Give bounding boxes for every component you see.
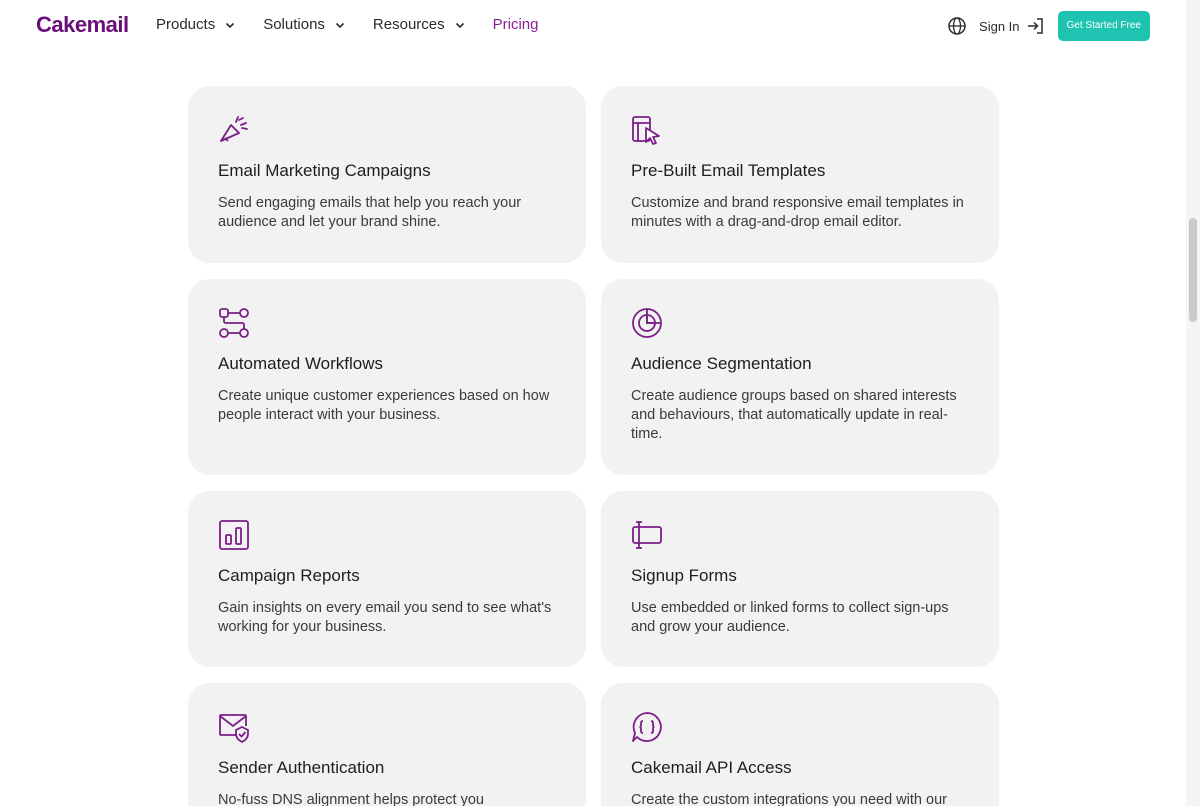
- header-actions: [947, 11, 1150, 41]
- feature-title: Cakemail API Access: [631, 758, 792, 777]
- api-chat-icon: [631, 711, 663, 743]
- feature-card[interactable]: [188, 86, 586, 263]
- form-icon: [631, 519, 663, 551]
- pie-chart-icon: [631, 307, 663, 339]
- feature-desc: Customize and brand responsive email templates in minutes with a drag-and-drop email editor.: [631, 195, 964, 230]
- nav-solutions-label: Solutions: [263, 16, 325, 33]
- feature-title: Audience Segmentation: [631, 354, 812, 373]
- nav-products-label: Products: [156, 16, 216, 33]
- feature-card[interactable]: [188, 279, 586, 475]
- workflow-icon: [218, 307, 250, 339]
- feature-title: Signup Forms: [631, 566, 737, 585]
- feature-desc: Create audience groups based on shared interests and behaviours, that automatically update in real-time.: [631, 388, 957, 442]
- feature-title: Email Marketing Campaigns: [218, 161, 431, 180]
- chevron-down-icon: [455, 20, 465, 30]
- feature-desc: No-fuss DNS alignment helps protect you: [218, 792, 484, 806]
- template-pointer-icon: [631, 114, 663, 146]
- nav-products[interactable]: [156, 16, 235, 33]
- scrollbar-thumb[interactable]: [1189, 218, 1197, 322]
- feature-title: Automated Workflows: [218, 354, 384, 373]
- feature-card[interactable]: [601, 86, 999, 263]
- nav-solutions[interactable]: [263, 16, 345, 33]
- chevron-down-icon: [335, 20, 345, 30]
- megaphone-icon: [218, 114, 250, 146]
- feature-desc: Send engaging emails that help you reach your audience and let your brand shine.: [218, 195, 522, 230]
- feature-card[interactable]: [601, 683, 999, 806]
- feature-card[interactable]: [188, 491, 586, 667]
- feature-desc: Create the custom integrations you need with our: [631, 792, 947, 806]
- nav-pricing-label: Pricing: [492, 16, 539, 33]
- feature-card[interactable]: [188, 683, 586, 806]
- globe-icon[interactable]: [947, 16, 967, 36]
- feature-desc: Gain insights on every email you send to see what's working for your business.: [218, 600, 552, 635]
- feature-desc: Create unique customer experiences based on how people interact with your business.: [218, 388, 550, 423]
- logo[interactable]: Cakemail: [36, 12, 129, 37]
- feature-card[interactable]: [601, 491, 999, 667]
- page-scrollbar[interactable]: [1186, 0, 1200, 806]
- feature-title: Sender Authentication: [218, 758, 385, 777]
- nav-resources[interactable]: [373, 16, 465, 33]
- feature-title: Pre-Built Email Templates: [631, 161, 826, 180]
- sign-in-link[interactable]: [979, 17, 1043, 35]
- site-header: [0, 0, 1186, 52]
- nav-resources-label: Resources: [372, 16, 445, 33]
- mail-check-icon: [218, 711, 250, 743]
- chevron-down-icon: [225, 20, 235, 30]
- sign-in-icon: [1026, 17, 1044, 35]
- bar-chart-icon: [218, 519, 250, 551]
- nav-pricing[interactable]: [493, 16, 539, 33]
- feature-card[interactable]: [601, 279, 999, 475]
- sign-in-label: Sign In: [979, 18, 1020, 34]
- feature-desc: Use embedded or linked forms to collect sign-ups and grow your audience.: [631, 600, 949, 635]
- get-started-button[interactable]: Get Started Free: [1058, 11, 1150, 41]
- main-nav: [156, 16, 566, 33]
- feature-title: Campaign Reports: [218, 566, 360, 585]
